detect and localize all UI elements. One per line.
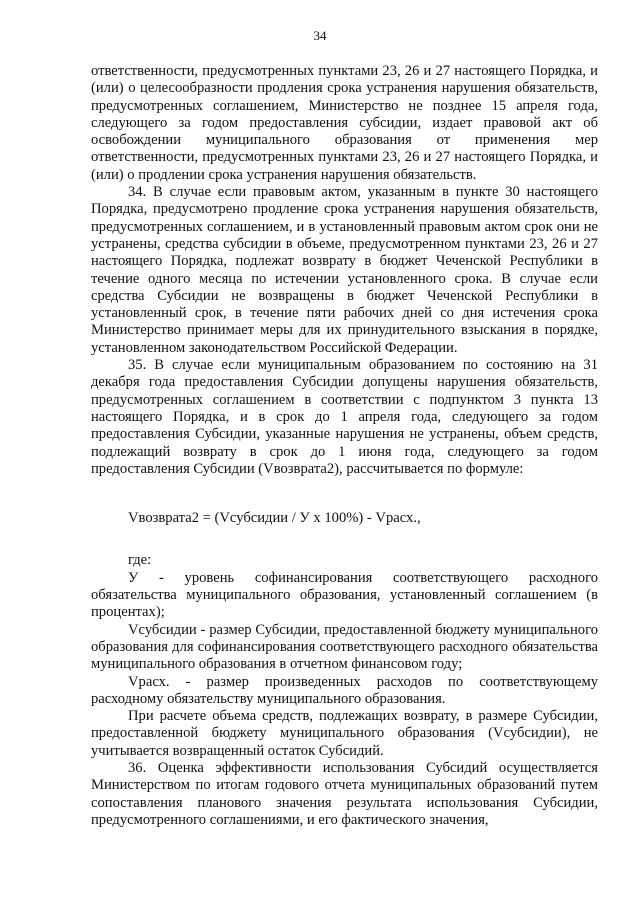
paragraph-continuation: ответственности, предусмотренных пунктами 23, 26 и 27 настоящего Порядка, и (или) о целесообразности продления срока устранения нарушения обязательств, предусмотренных соглашением, Министерство не позднее 15 апреля года, следующего за годом предоставления субсидии, издает правовой акт об освобождении муниципального образования от применения мер ответственности, предусмотренных пунктами 23, 26 и 27 настоящего Порядка, и (или) о продлении срока устранения нарушения обязательств. xyxy=(91,63,598,183)
paragraph-35: 35. В случае если муниципальным образованием по состоянию на 31 декабря года предоставления Субсидии допущены нарушения обязательств, предусмотренных соглашением в соответствии с подпунктом 3 пункта 13 настоящего Порядка, и в срок до 1 апреля года, следующего за годом предоставления Субсидии, указанные нарушения не устранены, объем средств, подлежащий возврату в срок до 1 июня года, следующего за годом предоставления Субсидии (Vвозврата2), рассчитывается по формуле: xyxy=(91,357,598,477)
paragraph-36: 36. Оценка эффективности использования Субсидий осуществляется Министерством по итогам годового отчета муниципальных образований путем сопоставления планового значения результата использования Субсидии, предусмотренного соглашениями, и его фактического значения, xyxy=(91,759,598,828)
paragraph-34: 34. В случае если правовым актом, указанным в пункте 30 настоящего Порядка, предусмотрено продление срока устранения нарушения обязательств, предусмотренных соглашением, и в установленный правовым актом срок они не устранены, средства субсидии в объеме, предусмотренном пунктами 23, 26 и 27 настоящего Порядка, подлежат возврату в бюджет Чеченской Республики в течение одного месяца по истечении установленного срока. В случае если средства Субсидии не возвращены в бюджет Чеченской Республики в установленный срок, в течение пяти рабочих дней со дня истечения срока Министерство принимает меры для их принудительного взыскания в порядке, установленном законодательством Российской Федерации. xyxy=(91,184,598,356)
page-number: 34 xyxy=(313,28,327,43)
definition-u: У - уровень софинансирования соответствующего расходного обязательства муниципального образования, установленный соглашением (в процентах); xyxy=(91,569,598,621)
spacer xyxy=(91,478,598,510)
document-body xyxy=(91,63,598,829)
spacer xyxy=(91,527,598,552)
where-label: где: xyxy=(128,552,152,569)
definition-vrash: Vрасх. - размер произведенных расходов по соответствующему расходному обязательству муниципального образования. xyxy=(91,673,598,707)
paragraph-note: При расчете объема средств, подлежащих возврату, в размере Субсидии, предоставленной бюджету муниципального образования (Vсубсидии), не учитывается возвращенный остаток Субсидий. xyxy=(91,708,598,759)
formula: Vвозврата2 = (Vсубсидии / У x 100%) - Vрасх., xyxy=(128,510,421,527)
definition-vsubsidii: Vсубсидии - размер Субсидии, предоставленной бюджету муниципального образования для софинансирования соответствующего расходного обязательства муниципального образования в отчетном финансовом году; xyxy=(91,621,598,673)
